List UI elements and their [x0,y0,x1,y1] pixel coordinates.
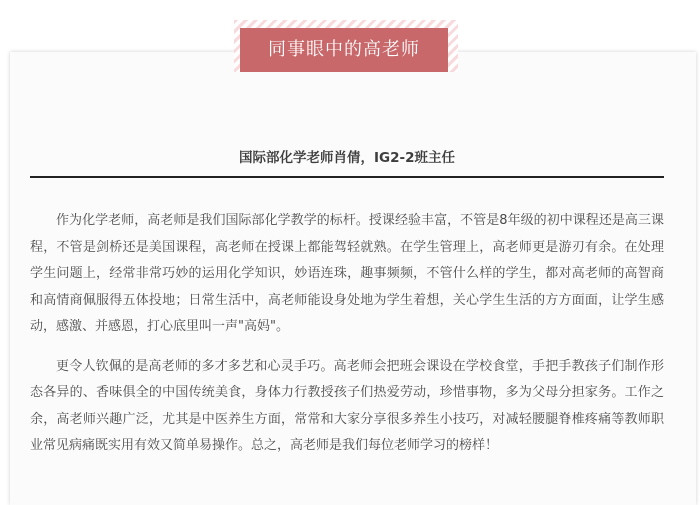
paragraph: 作为化学老师，高老师是我们国际部化学教学的标杆。授课经验丰富，不管是8年级的初中课程还是高三课程，不管是剑桥还是美国课程，高老师在授课上都能驾轻就熟。在学生管理上，高老师更是游刃有余。在处理学生问题上，经常非常巧妙的运用化学知识，妙语连珠，趣事频频，不管什么样的学生，都对高老师的高智商和高情商佩服得五体投地；日常生活中，高老师能设身处地为学生着想，关心学生生活的方方面面，让学生感动，感激、并感恩，打心底里叫一声"高妈"。 [30,213,664,334]
divider-line [30,176,664,178]
article-body [30,208,664,473]
paragraph: 更令人钦佩的是高老师的多才多艺和心灵手巧。高老师会把班会课设在学校食堂，手把手教孩子们制作形态各异的、香味俱全的中国传统美食，身体力行教授孩子们热爱劳动，珍惜事物，多为父母分担家务。工作之余，高老师兴趣广泛，尤其是中医养生方面，常常和大家分享很多养生小技巧，对减轻腰腿脊椎疼痛等教师职业常见病痛既实用有效又简单易操作。总之，高老师是我们每位老师学习的榜样！ [30,358,664,453]
article-subtitle: 国际部化学老师肖倩，IG2-2班主任 [239,150,455,166]
page-title: 同事眼中的高老师 [240,28,448,72]
